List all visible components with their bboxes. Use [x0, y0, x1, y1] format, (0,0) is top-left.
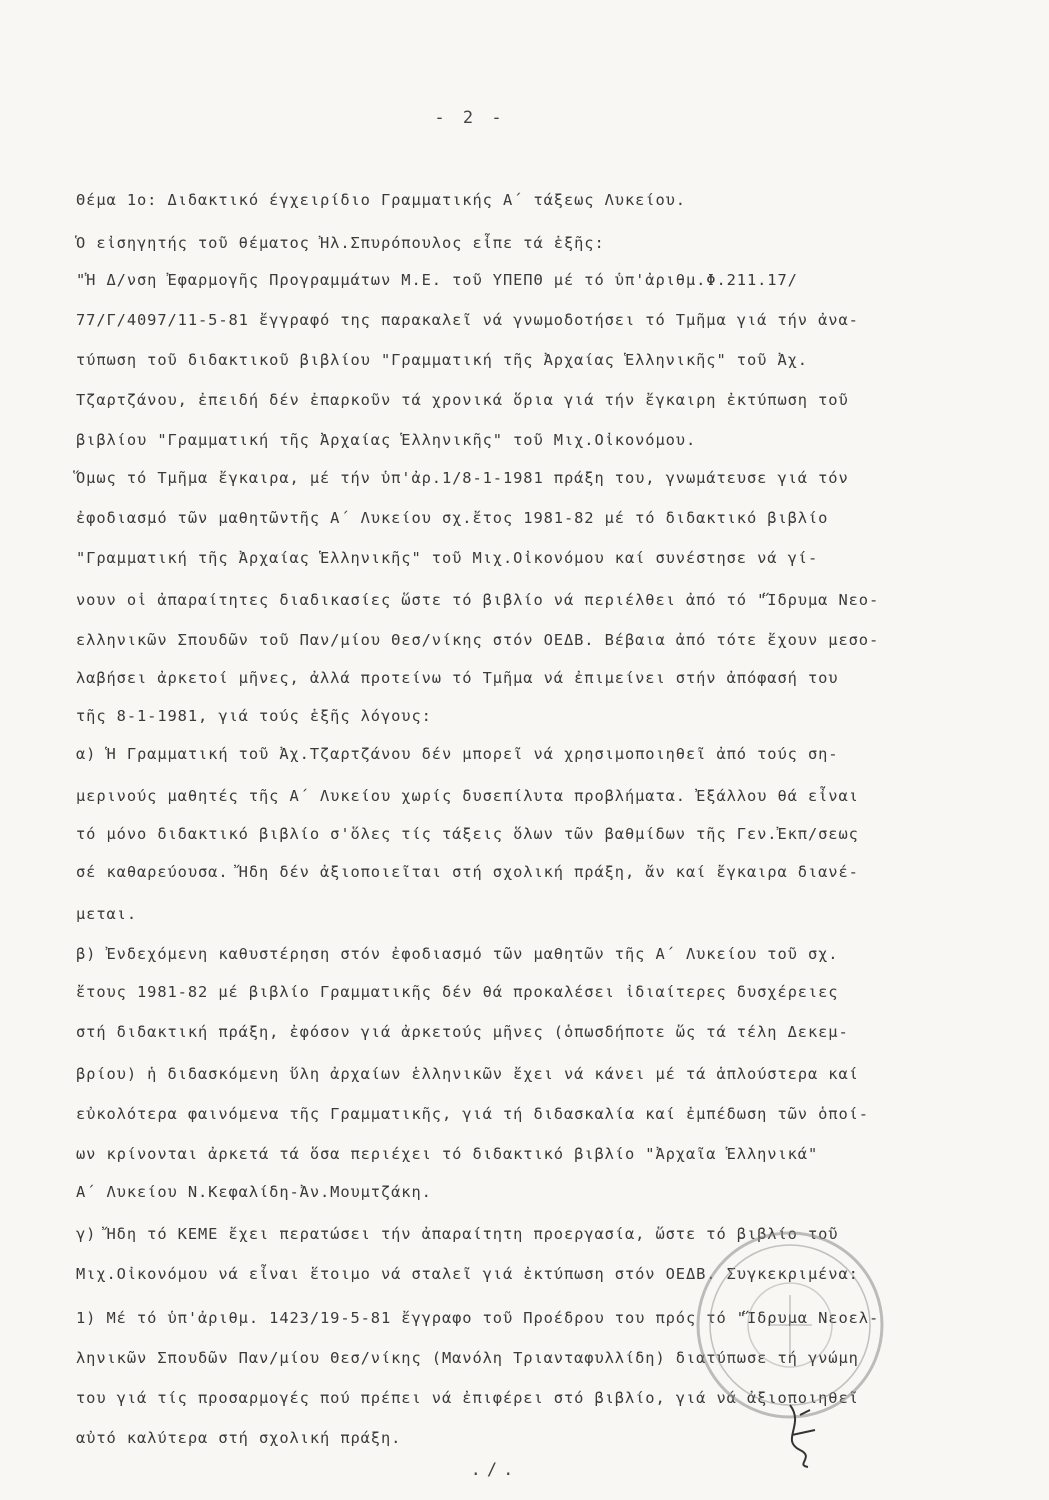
- text-line: αὐτό καλύτερα στή σχολική πράξη.: [76, 1429, 402, 1447]
- text-line: μεται.: [76, 905, 137, 923]
- continuation-mark: ./.: [470, 1460, 520, 1480]
- text-line: του γιά τίς προσαρμογές πού πρέπει νά ἐπιφέρει στό βιβλίο, γιά νά ἀξιοποιηθεῖ: [76, 1389, 859, 1407]
- text-line: εὐκολότερα φαινόμενα τῆς Γραμματικῆς, γιά τή διδασκαλία καί ἐμπέδωση τῶν ὁποί-: [76, 1105, 869, 1123]
- text-line: στή διδακτική πράξη, ἐφόσον γιά ἀρκετούς μῆνες (ὁπωσδήποτε ὥς τά τέλη Δεκεμ-: [76, 1023, 849, 1041]
- text-line: βρίου) ἡ διδασκόμενη ὕλη ἀρχαίων ἑλληνικῶν ἔχει νά κάνει μέ τά ἁπλούστερα καί: [76, 1065, 859, 1083]
- text-line: Τζαρτζάνου, ἐπειδή δέν ἐπαρκοῦν τά χρονικά ὅρια γιά τήν ἔγκαιρη ἐκτύπωση τοῦ: [76, 391, 849, 409]
- text-line: τῆς 8-1-1981, γιά τούς ἑξῆς λόγους:: [76, 707, 432, 725]
- text-line: ων κρίνονται ἀρκετά τά ὅσα περιέχει τό διδακτικό βιβλίο "Ἀρχαῖα Ἑλληνικά": [76, 1145, 819, 1163]
- text-line: ἐφοδιασμό τῶν μαθητῶντῆς Α΄ Λυκείου σχ.ἔτος 1981-82 μέ τό διδακτικό βιβλίο: [76, 509, 829, 527]
- text-line: 77/Γ/4097/11-5-81 ἔγγραφό της παρακαλεῖ νά γνωμοδοτήσει τό Τμῆμα γιά τήν ἀνα-: [76, 311, 859, 329]
- text-line: Θέμα 1ο: Διδακτικό έγχειρίδιο Γραμματικής Α΄ τάξεως Λυκείου.: [76, 191, 686, 209]
- text-line: Ὁ εἰσηγητής τοῦ θέματος Ἠλ.Σπυρόπουλος εἶπε τά ἑξῆς:: [76, 234, 605, 252]
- text-line: τύπωση τοῦ διδακτικοῦ βιβλίου "Γραμματική τῆς Ἀρχαίας Ἑλληνικῆς" τοῦ Ἀχ.: [76, 351, 808, 369]
- text-line: γ) Ἤδη τό ΚΕΜΕ ἔχει περατώσει τήν ἀπαραίτητη προεργασία, ὥστε τό βιβλίο τοῦ: [76, 1225, 839, 1243]
- text-line: Α΄ Λυκείου Ν.Κεφαλίδη-Ἀν.Μουμτζάκη.: [76, 1183, 432, 1201]
- text-line: νουν οἱ ἀπαραίτητες διαδικασίες ὥστε τό βιβλίο νά περιέλθει ἀπό τό "Ἵδρυμα Νεο-: [76, 591, 880, 609]
- text-line: 1) Μέ τό ὑπ'ἀριθμ. 1423/19-5-81 ἔγγραφο τοῦ Προέδρου του πρός τό "Ἵδρυμα Νεοελ-: [76, 1309, 880, 1327]
- text-line: σέ καθαρεύουσα. Ἤδη δέν ἀξιοποιεῖται στή σχολική πράξη, ἄν καί ἔγκαιρα διανέ-: [76, 863, 859, 881]
- text-line: ελληνικῶν Σπουδῶν τοῦ Παν/μίου Θεσ/νίκης στόν ΟΕΔΒ. Βέβαια ἀπό τότε ἔχουν μεσο-: [76, 631, 880, 649]
- text-line: βιβλίου "Γραμματική τῆς Ἀρχαίας Ἑλληνικῆς" τοῦ Μιχ.Οἰκονόμου.: [76, 431, 697, 449]
- text-line: Μιχ.Οἰκονόμου νά εἶναι ἕτοιμο νά σταλεῖ γιά ἐκτύπωση στόν ΟΕΔΒ. Συγκεκριμένα:: [76, 1265, 859, 1283]
- text-line: Ὅμως τό Τμῆμα ἔγκαιρα, μέ τήν ὑπ'ἀρ.1/8-1-1981 πράξη του, γνωμάτευσε γιά τόν: [76, 469, 849, 487]
- handwritten-signature: [770, 1395, 830, 1470]
- text-line: α) Ἡ Γραμματική τοῦ Ἀχ.Τζαρτζάνου δέν μπορεῖ νά χρησιμοποιηθεῖ ἀπό τούς ση-: [76, 745, 839, 763]
- text-line: ἔτους 1981-82 μέ βιβλίο Γραμματικῆς δέν θά προκαλέσει ἰδιαίτερες δυσχέρειες: [76, 983, 839, 1001]
- text-line: β) Ἐνδεχόμενη καθυστέρηση στόν ἐφοδιασμό τῶν μαθητῶν τῆς Α΄ Λυκείου τοῦ σχ.: [76, 945, 839, 963]
- page-number: - 2 -: [434, 108, 506, 128]
- text-line: ληνικῶν Σπουδῶν Παν/μίου Θεσ/νίκης (Μανόλη Τριανταφυλλίδη) διατύπωσε τή γνώμη: [76, 1349, 859, 1367]
- text-line: "Γραμματική τῆς Ἀρχαίας Ἑλληνικῆς" τοῦ Μιχ.Οἰκονόμου καί συνέστησε νά γί-: [76, 549, 819, 567]
- text-line: "Ἡ Δ/νση Ἐφαρμογῆς Προγραμμάτων Μ.Ε. τοῦ ΥΠΕΠΘ μέ τό ὑπ'ἀριθμ.Φ.211.17/: [76, 271, 798, 289]
- text-line: μερινούς μαθητές τῆς Α΄ Λυκείου χωρίς δυσεπίλυτα προβλήματα. Ἐξάλλου θά εἶναι: [76, 787, 859, 805]
- text-line: τό μόνο διδακτικό βιβλίο σ'ὅλες τίς τάξεις ὅλων τῶν βαθμίδων τῆς Γεν.Ἐκπ/σεως: [76, 825, 859, 843]
- text-line: λαβήσει ἀρκετοί μῆνες, ἀλλά προτείνω τό Τμῆμα νά ἐπιμείνει στήν ἀπόφασή του: [76, 669, 839, 687]
